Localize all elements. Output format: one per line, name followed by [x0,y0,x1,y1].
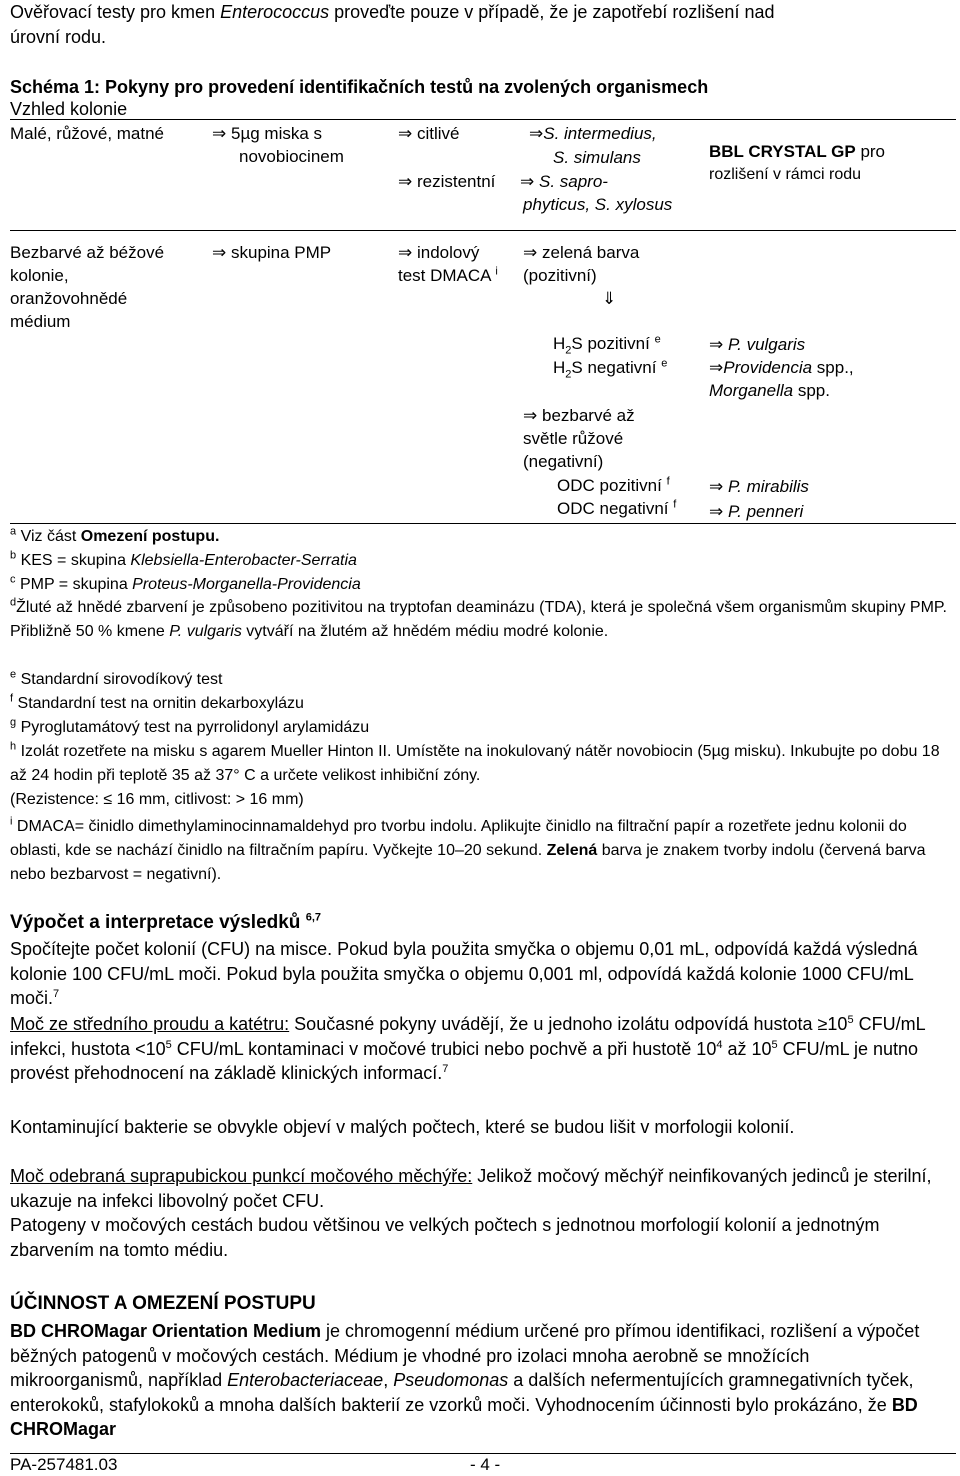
footnote-c: $^c$ PMP = skupina Proteus-Morganella-Providencia [10,573,361,593]
scheme-col-header: Vzhled kolonie [10,99,128,119]
arrow-icon: ⇒ [709,335,724,354]
arrow-icon: ⇒ [398,243,413,262]
row2-test: ⇒ indolový [398,243,480,262]
row2-colony-l4: médium [10,312,71,331]
row2-test-line2: test DMACA $^i$ [398,265,498,285]
arrow-icon: ⇒ [523,243,538,262]
row1-org1-line2: S. simulans [553,148,641,167]
arrow-icon: ⇒ [529,124,544,143]
arrow-icon: ⇒ [212,243,227,262]
footnote-d: $^d$Žluté až hnědé zbarvení je způsobeno pozitivitou na tryptofan deaminázu (TDA), která je společná všem organismům skupiny PMP. Přibližně 50 % kmene P. vulgaris vytváří na žlutém až hnědém médiu modré kolonie. [10,596,947,640]
footnote-f: $^f$ Standardní test na ornitin dekarboxylázu [10,692,304,712]
row2-green: ⇒ zelená barva [523,243,640,262]
footer-doc-id: PA-257481.03 [10,1455,118,1474]
row1-bbl-line2: rozlišení v rámci rodu [709,166,862,183]
calc-paragraph-3: Kontaminující bakterie se obvykle objeví v malých počtech, které se budou lišit v morfologii kolonií. [10,1117,795,1137]
arrow-icon: ⇒ [709,477,724,496]
row2-org-pmirabilis: ⇒ P. mirabilis [709,477,809,496]
arrow-icon: ⇒ [398,124,413,143]
row2-group: ⇒ skupina PMP [212,243,332,262]
footnote-b: $^b$ KES = skupina Klebsiella-Enterobacter-Serratia [10,549,357,569]
row2-odc-neg: ODC negativní $^f$ [557,498,677,518]
arrow-icon: ⇒ [398,172,413,191]
footnote-i: $^i$ DMACA= činidlo dimethylaminocinnamaldehyd pro tvorbu indolu. Aplikujte činidlo na filtrační papír a rozetřete jednu kolonii do oblasti, kde se nachází činidlo na filtračním papíru. Vyčkejte 10–20 sekund. Zelená barva je znakem tvorby indolu (červená barva nebo bezbarvost = negativní). [10,815,926,883]
row2-green-line2: (pozitivní) [523,266,597,285]
footer-page-number: - 4 - [470,1455,501,1474]
calc-paragraph-1: Spočítejte počet kolonií (CFU) na misce. Pokud byla použita smyčka o objemu 0,01 mL, odpovídá každá výsledná kolonie 100 CFU/mL moči. Pokud byla použita smyčka o objemu 0,001 ml, odpovídá každá kolonie 1000 CFU/mL moči.$^7$ [10,939,918,1008]
row2-odc-pos: ODC pozitivní $^f$ [557,475,670,495]
row1-test: ⇒ 5µg miska s [212,124,323,143]
row1-org2-line2: phyticus, S. xylosus [523,195,673,214]
row1-bbl: BBL CRYSTAL GP pro [709,142,886,161]
footnote-e: $^e$ Standardní sirovodíkový test [10,668,223,688]
row1-org2: ⇒ S. sapro- [520,172,608,191]
scheme-title: Schéma 1: Pokyny pro provedení identifikačních testů na zvolených organismech [10,77,709,97]
row2-org-ppenneri: ⇒ P. penneri [709,502,804,521]
row1-test-line2: novobiocinem [239,147,344,166]
calc-paragraph-2: Moč ze středního proudu a katétru: Současné pokyny uvádějí, že u jednoho izolátu odpovídá hustota $\ge 10^5$ CFU/mL infekci, hustota $<10^5$ CFU/mL kontaminaci v močové trubici nebo pochvě a při hustotě $10^4$ až $10^5$ CFU/mL je nutno provést přehodnocení na základě klinických informací.$^7$ [10,1014,925,1083]
arrow-icon: ⇒ [709,502,724,521]
scheme-bottom-rule [10,523,956,524]
row2-h2s-pos: $H_2S$ pozitivní $^e$ [553,333,661,357]
row1-resistant: ⇒ rezistentní [398,172,496,191]
arrow-icon: ⇒ [520,172,535,191]
intro-line-1: Ověřovací testy pro kmen Enterococcus proveďte pouze v případě, že je zapotřebí rozlišení nad [10,2,775,22]
footnote-a: $^a$ Viz část Omezení postupu. [10,525,220,545]
calc-heading: Výpočet a interpretace výsledků $^{6,7}$ [10,911,321,933]
row1-sensitive: ⇒ citlivé [398,124,460,143]
row2-org-providencia: ⇒Providencia spp., [709,358,854,377]
row2-colony-l1: Bezbarvé až béžové [10,243,165,262]
row1-colony: Malé, růžové, matné [10,124,165,143]
row1-org1: ⇒S. intermedius, [529,124,657,143]
down-arrow-icon: ⇓ [602,289,617,308]
calc-paragraph-4: Moč odebraná suprapubickou punkcí močového měchýře: Jelikož močový měchýř neinfikovaných jedinců je sterilní, ukazuje na infekci libovolný počet CFU. [10,1166,932,1211]
row2-colony-l3: oranžovohnědé [10,289,128,308]
intro-line-2: úrovní rodu. [10,27,107,47]
footnote-h: $^h$ Izolát rozetřete na misku s agarem Mueller Hinton II. Umístěte na inokulovaný nátěr novobiocin (5µg misku). Inkubujte po dobu 18 až 24 hodin při teplotě 35 až 37° C a určete velikost inhibiční zóny. (Rezistence: ≤ 16 mm, citlivost: > 16 mm) [10,740,940,808]
calc-paragraph-5: Patogeny v močových cestách budou většinou ve velkých počtech s jednotnou morfologií kolonií a jednotným zbarvením na tomto médiu. [10,1215,880,1260]
row2-org-pvulgaris: ⇒ P. vulgaris [709,335,806,354]
footer-rule [10,1453,956,1454]
limits-paragraph: BD CHROMagar Orientation Medium je chromogenní médium určené pro přímou identifikaci, rozlišení a výpočet běžných patogenů v močových cestách. Médium je vhodné pro izolaci mnoha aerobně se množících mikroorganismů, například Enterobacteriaceae, Pseudomonas a dalších nefermentujících gramnegativních tyček, enterokoků, stafylokoků a mnoha dalších bakterií ze vzorků moči. Vyhodnocením účinnosti bylo prokázáno, že BD CHROMagar [10,1321,920,1439]
row2-colorless: ⇒ bezbarvé až [523,406,635,425]
row2-colorless-l3: (negativní) [523,452,604,471]
row1-rule [10,230,956,231]
row2-colony-l2: kolonie, [10,266,69,285]
row2-org-morganella: Morganella spp. [709,381,830,400]
arrow-icon: ⇒ [523,406,538,425]
footnote-g: $^g$ Pyroglutamátový test na pyrrolidonyl arylamidázu [10,716,370,736]
row2-h2s-neg: $H_2S$ negativní $^e$ [553,357,668,381]
limits-heading: ÚČINNOST A OMEZENÍ POSTUPU [10,1293,316,1314]
row2-colorless-l2: světle růžové [523,429,624,448]
scheme-header-rule [10,119,956,120]
arrow-icon: ⇒ [709,358,724,377]
arrow-icon: ⇒ [212,124,227,143]
